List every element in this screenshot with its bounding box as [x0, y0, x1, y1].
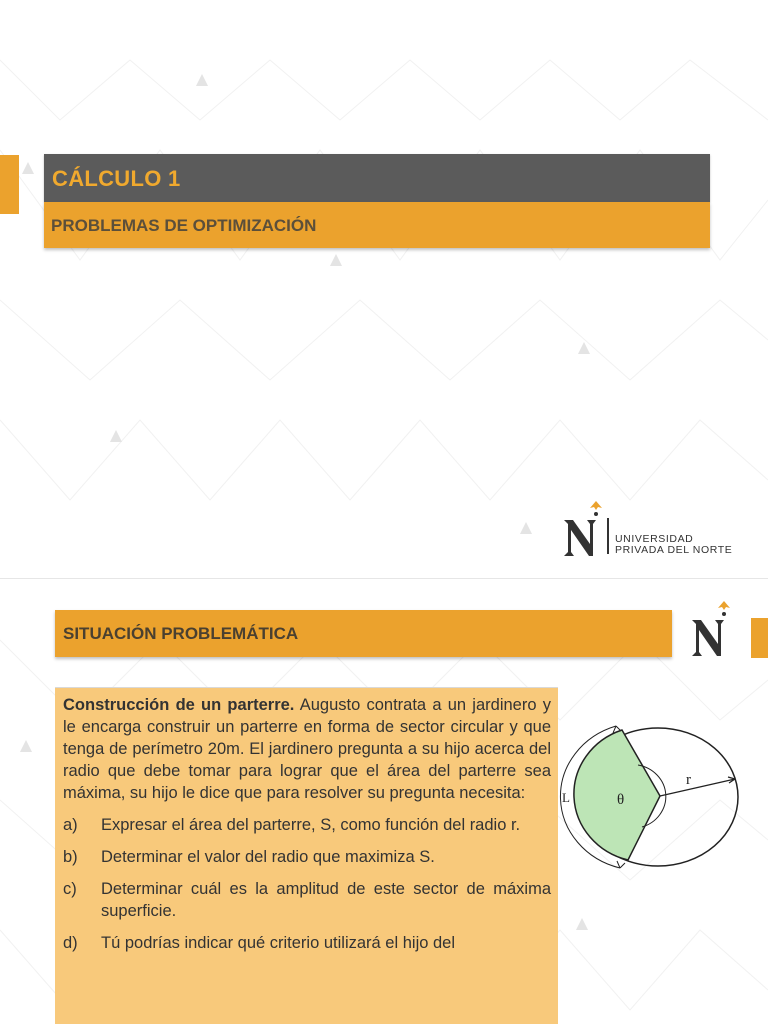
logo-separator — [607, 518, 609, 554]
university-logo — [560, 498, 760, 560]
option-text: Determinar cuál es la amplitud de este sector de máxima superficie. — [101, 880, 551, 920]
subtitle-bar — [44, 202, 710, 248]
section-title: SITUACIÓN PROBLEMÁTICA — [63, 624, 299, 643]
left-accent-tab — [0, 155, 19, 214]
option-c — [63, 878, 551, 922]
logo-line-1: UNIVERSIDAD — [615, 533, 694, 545]
option-b — [63, 846, 551, 868]
label-L: L — [562, 790, 570, 805]
problem-box — [55, 687, 558, 1024]
option-text: Expresar el área del parterre, S, como función del radio r. — [101, 816, 521, 834]
sector-diagram — [558, 722, 758, 872]
label-r: r — [686, 772, 691, 788]
option-text: Tú podrías indicar qué criterio utilizará el hijo del — [101, 934, 456, 952]
right-accent-tab — [751, 618, 768, 658]
option-letter: b) — [63, 848, 78, 866]
logo-line-2: PRIVADA DEL NORTE — [615, 544, 733, 556]
option-d — [63, 932, 551, 954]
slide-divider — [0, 578, 768, 579]
option-letter: d) — [63, 934, 78, 952]
option-text: Determinar el valor del radio que maximiza S. — [101, 848, 435, 866]
option-a — [63, 814, 551, 836]
title-bar — [44, 154, 710, 202]
problem-paragraph — [63, 694, 551, 804]
page-subtitle: PROBLEMAS DE OPTIMIZACIÓN — [51, 216, 317, 235]
section-bar — [55, 610, 672, 657]
problem-body: Augusto contrata a un jardinero y le encarga construir un parterre en forma de sector circular y que tenga de perímetro 20m. El jardinero pregunta a su hijo acerca del radio que debe tomar para lograr que el área del parterre sea máxima, su hijo le dice que para resolver su pregunta necesita: — [63, 696, 551, 802]
logo-text — [615, 534, 732, 556]
label-theta: θ — [617, 792, 625, 808]
n-logo-icon — [560, 498, 608, 560]
page-title: CÁLCULO 1 — [52, 166, 181, 191]
radius-line — [660, 779, 735, 796]
problem-lead: Construcción de un parterre. — [63, 696, 295, 714]
n-logo-small-icon — [688, 598, 736, 660]
option-letter: c) — [63, 880, 77, 898]
option-letter: a) — [63, 816, 78, 834]
